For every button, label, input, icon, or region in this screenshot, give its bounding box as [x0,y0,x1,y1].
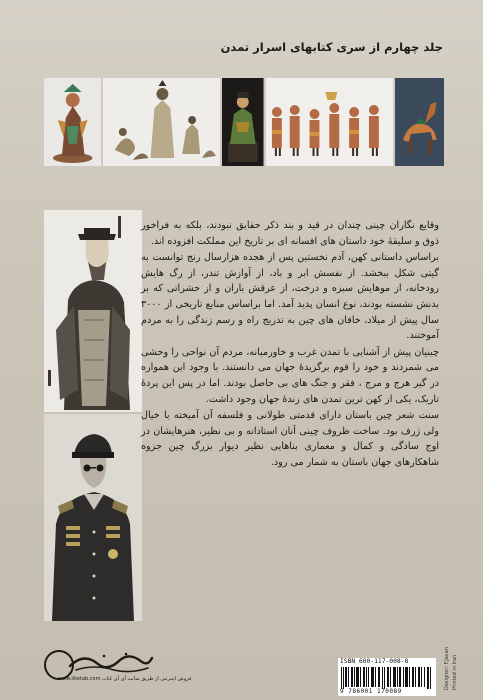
print-credit: Printed in Iran [452,654,458,690]
last-emperor-military-uniform-photo [44,414,142,621]
barcode-digits: 9 786001 170089 [340,688,402,695]
painted-tang-figurine-photo [44,78,101,166]
publisher-logo [44,648,192,682]
terracotta-warriors-photo [266,78,393,166]
designer-credit: Designer: F.Javan [444,647,450,690]
isbn-barcode-block [338,658,436,696]
publisher-calligraphy-icon [64,648,154,676]
ancient-emperor-portrait-drawing [44,210,142,412]
artifact-photo-strip [44,78,444,166]
barcode-icon [341,667,433,689]
blurb-paragraph: سنت شعر چین باستان دارای قدمتی طولانی و فلسفه آن آمیخته با خیال ولی ژرف بود. ساخت ظروف چینی آنان استادانه و بی نظیر، هنرهایشان در اوج سادگی و کمال و معماری بناهایی نظیر دیوار بزرگ چین جزوه شاهکارهای جهان باستان به شمار می رود. [141,410,439,468]
back-cover-blurb [141,218,439,472]
seated-emperor-statue-photo [222,78,264,166]
blurb-paragraph: وقایع نگاران چینی چندان در قید و بند ذکر حقایق نبودند، بلکه به فراخور ذوق و سلیقهٔ خود داستان های افسانه ای بر تاریخ این مملکت افزوده اند. [141,220,439,247]
blurb-paragraph: چینیان پیش از آشنایی با تمدن غرب و خاورمیانه، مردم آن نواحی را وحشی می شمردند و خود را قوم برگزیدهٔ جهان می دانستند. با وجود این همواره در گیر هرج و مرج ، فقر و جنگ های بی حاصل بودند. اما در پس این پردهٔ تاریک، یکی از کهن ترین تمدن های زندهٔ جهان وجود داشت. [141,346,439,405]
isbn-text: ISBN 600-117-008-8 [340,658,409,665]
publisher-web-line: فروش اینترنتی از طریق سایت آی آی کتاب www.iiketab.com [58,676,192,682]
dancing-figurines-photo [103,78,220,166]
series-title: جلد چهارم از سری کتابهای اسرار تمدن [220,40,443,54]
ceramic-horse-photo [395,78,445,166]
blurb-paragraph: براساس داستانی کهن، آدم نخستین پس از هجده هزارسال رنج توانست به گیتی شکل ببخشد. از نفسش ابر و باد، از آوازش تندر، از رگ هایش رودخانه، از موهایش سبزه و درخت، از عرقش باران و از حشراتی که بر بدنش نشسته بودند، نوع انسان پدید آمد. اما براساس منابع تاریخی از ۳۰۰۰ سال پیش از میلاد، خاقان های چین به تدریج راه و رسم زندگی را به مردم آموختند. [141,252,439,342]
